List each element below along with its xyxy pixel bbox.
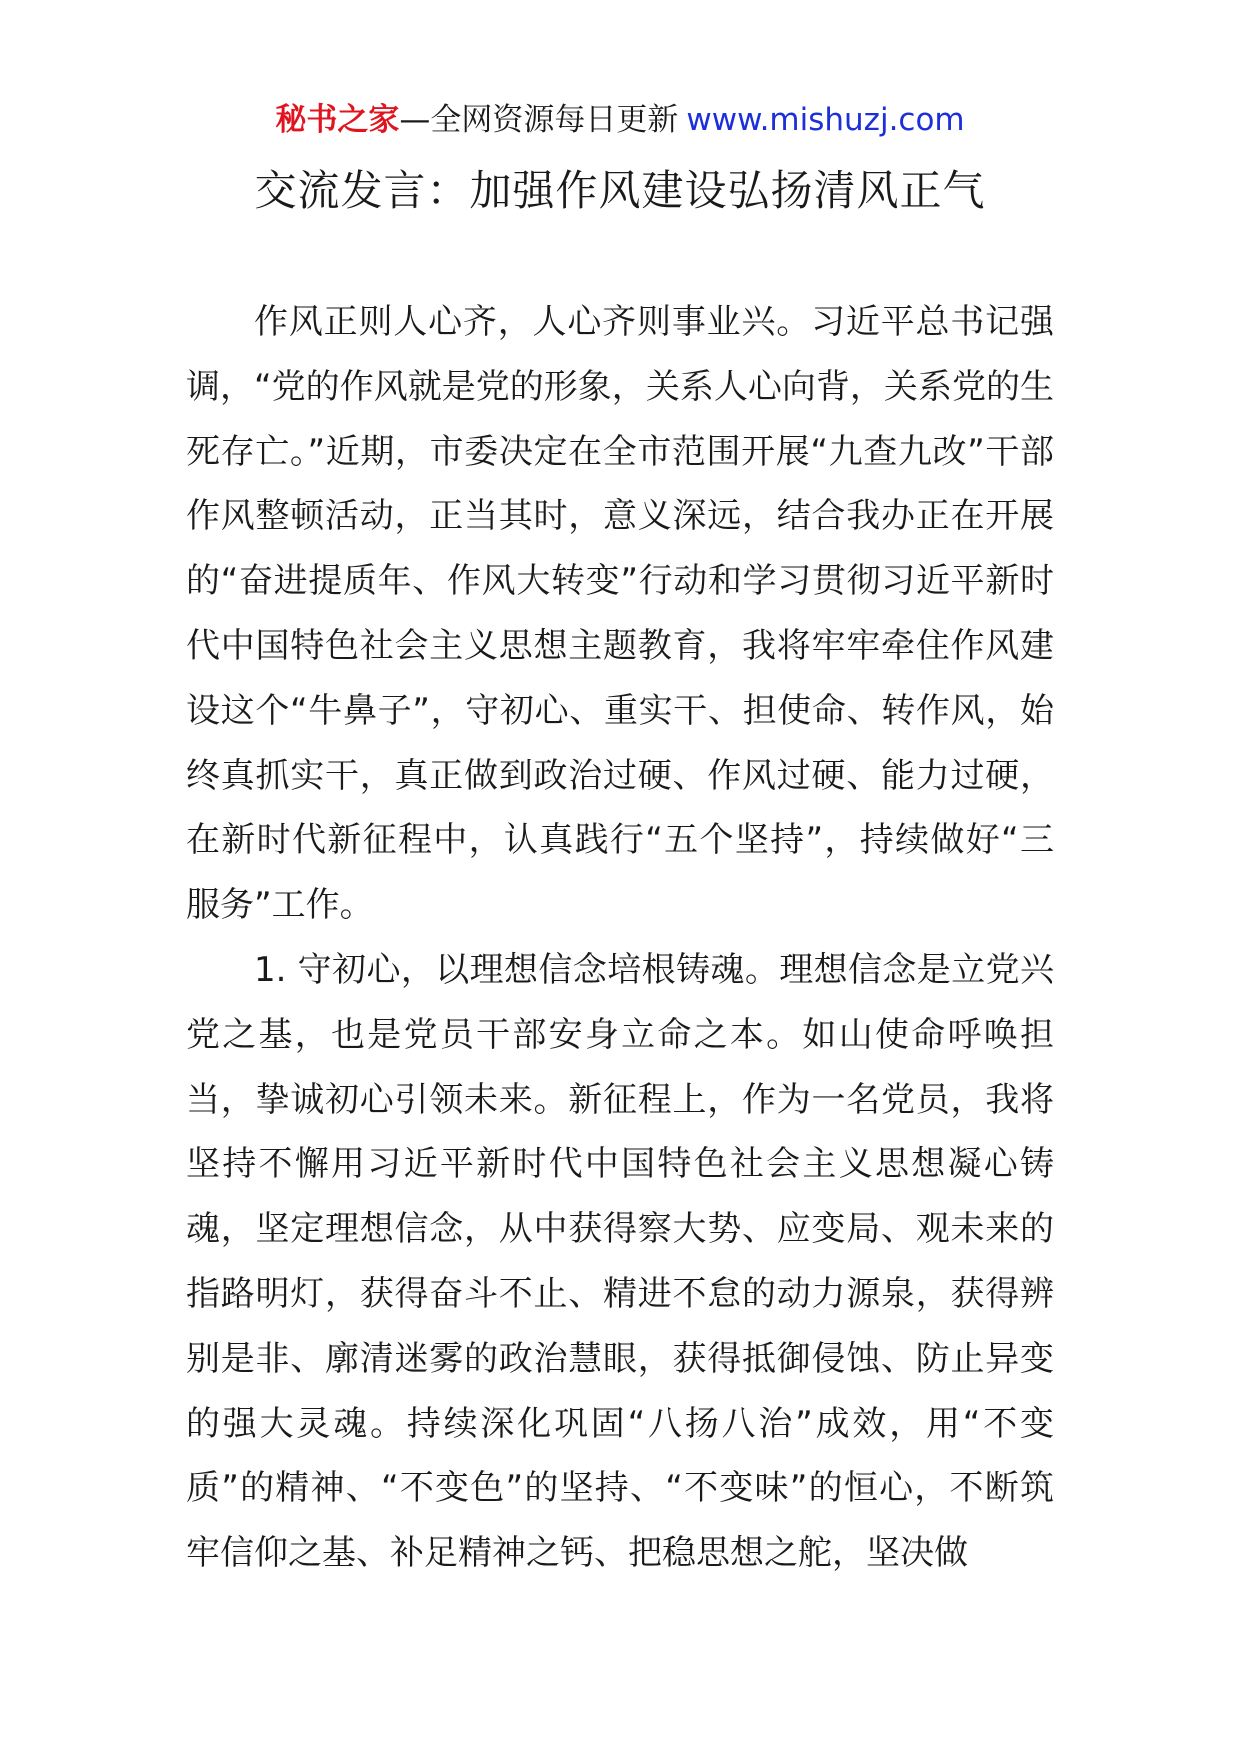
paragraph-section-1: 1. 守初心，以理想信念培根铸魂。理想信念是立党兴党之基，也是党员干部安身立命之本。如山使命呼唤担当，挚诚初心引领未来。新征程上，作为一名党员，我将坚持不懈用习近平新时代中国特色社会主义思想凝心铸魂，坚定理想信念，从中获得察大势、应变局、观未来的指路明灯，获得奋斗不止、精进不怠的动力源泉，获得辨别是非、廓清迷雾的政治慧眼，获得抵御侵蚀、防止异变的强大灵魂。持续深化巩固“八扬八治”成效，用“不变质”的精神、“不变色”的坚持、“不变味”的恒心，不断筑牢信仰之基、补足精神之钙、把稳思想之舵，坚决做 xyxy=(186,949,1054,1574)
brand-name: 秘书之家 xyxy=(275,102,400,138)
document-body xyxy=(186,290,1054,1586)
site-url-link[interactable]: www.mishuzj.com xyxy=(686,102,965,138)
header-slogan: —全网资源每日更新 xyxy=(399,102,679,138)
site-header xyxy=(0,100,1240,140)
document-title: 交流发言：加强作风建设弘扬清风正气 xyxy=(254,166,986,215)
paragraph-intro: 作风正则人心齐，人心齐则事业兴。习近平总书记强调，“党的作风就是党的形象，关系人心向背，关系党的生死存亡。”近期，市委决定在全市范围开展“九查九改”干部作风整顿活动，正当其时，意义深远，结合我办正在开展的“奋进提质年、作风大转变”行动和学习贯彻习近平新时代中国特色社会主义思想主题教育，我将牢牢牵住作风建设这个“牛鼻子”，守初心、重实干、担使命、转作风，始终真抓实干，真正做到政治过硬、作风过硬、能力过硬，在新时代新征程中，认真践行“五个坚持”，持续做好“三服务”工作。 xyxy=(186,302,1054,926)
